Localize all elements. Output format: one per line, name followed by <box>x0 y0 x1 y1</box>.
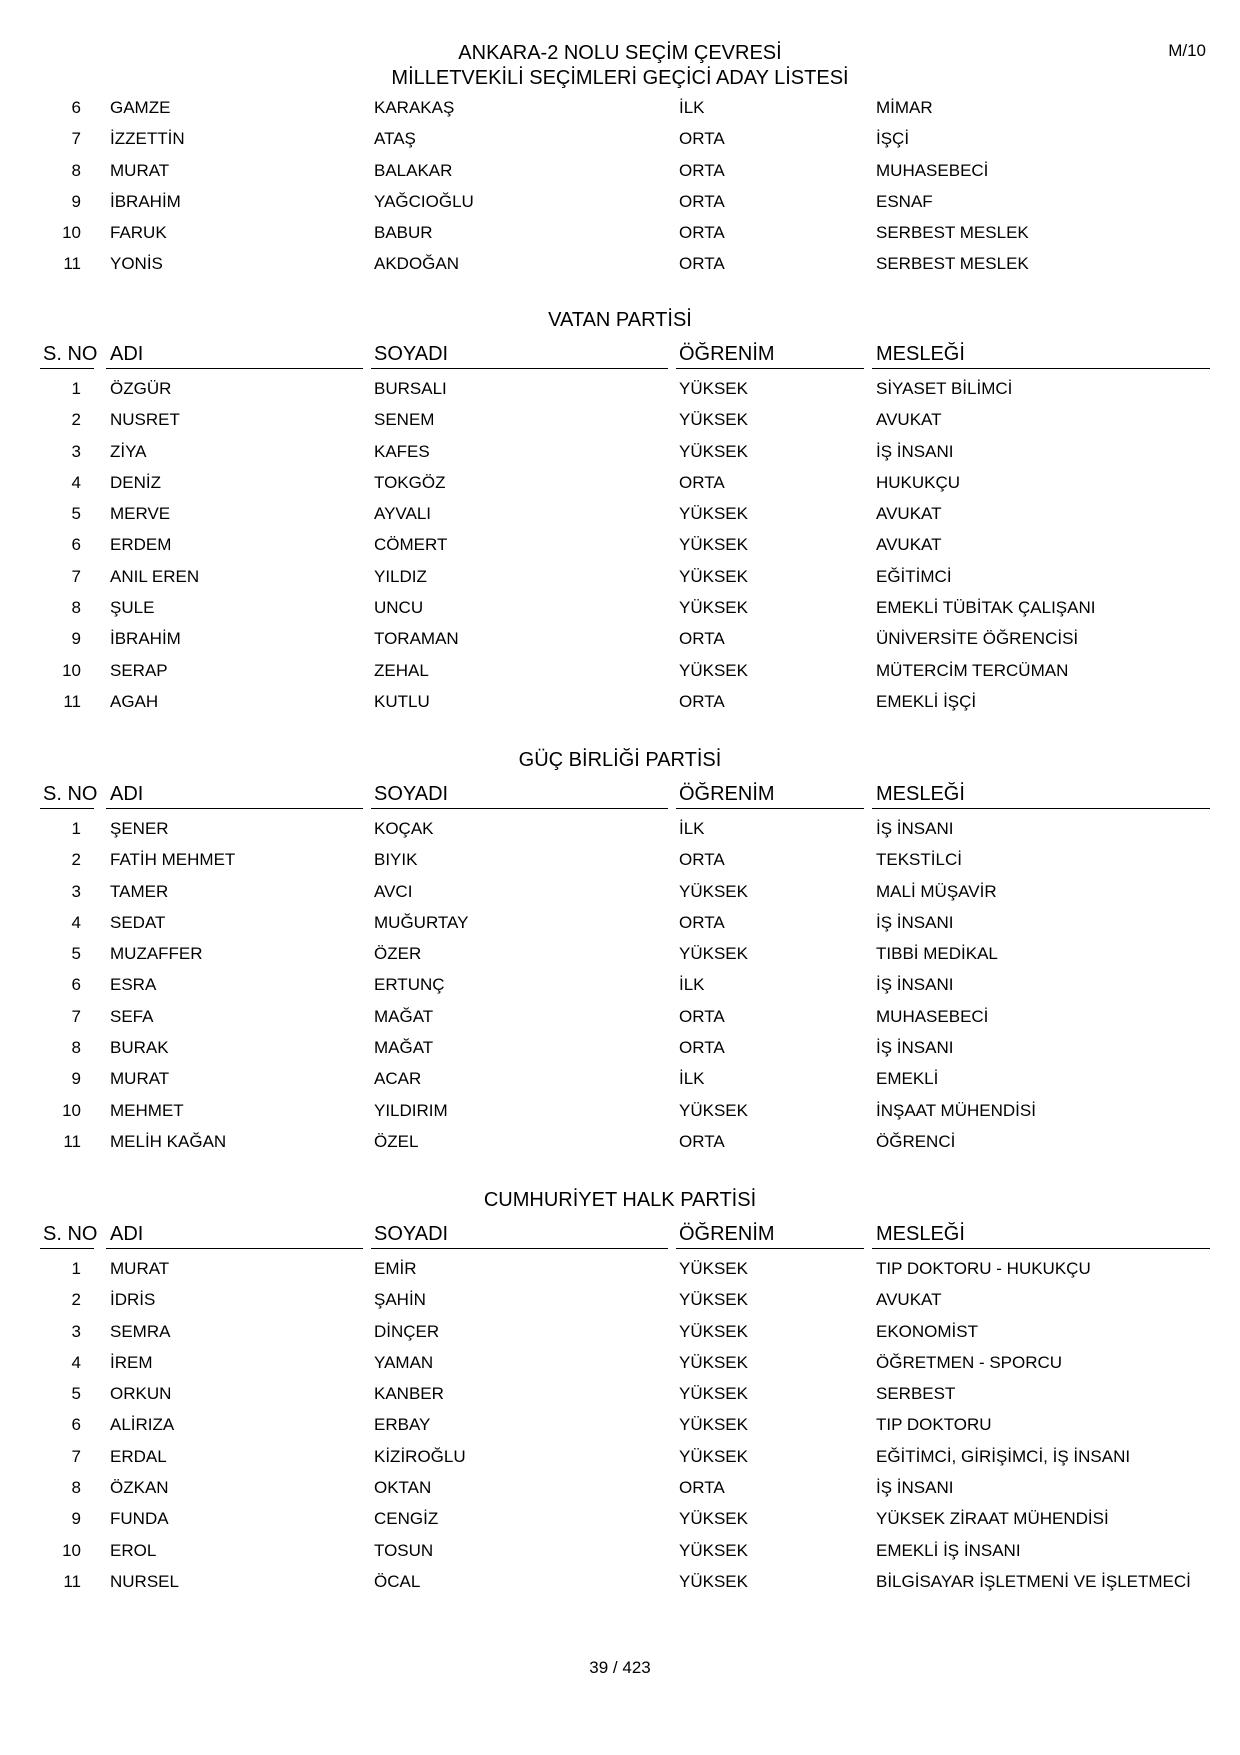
cell-education: ORTA <box>679 629 725 649</box>
cell-last-name: YAMAN <box>374 1352 434 1372</box>
cell-education: YÜKSEK <box>679 1321 748 1341</box>
table-row <box>40 1063 1210 1094</box>
cell-profession: İNŞAAT MÜHENDİSİ <box>876 1100 1036 1120</box>
table-row <box>40 1284 1210 1315</box>
cell-first-name: EROL <box>110 1540 157 1560</box>
cell-first-name: İREM <box>110 1352 153 1372</box>
table-row <box>40 436 1210 467</box>
header-job: MESLEĞİ <box>876 343 965 365</box>
cell-number: 7 <box>71 566 81 586</box>
cell-first-name: FATİH MEHMET <box>110 850 236 870</box>
cell-profession: AVUKAT <box>876 410 942 430</box>
cell-number: 10 <box>62 1540 81 1560</box>
table-row <box>40 123 1210 154</box>
cell-number: 6 <box>71 98 81 117</box>
cell-first-name: ŞULE <box>110 598 155 618</box>
cell-education: YÜKSEK <box>679 660 748 680</box>
table-row <box>40 373 1210 404</box>
cell-education: YÜKSEK <box>679 535 748 555</box>
cell-last-name: ZEHAL <box>374 660 429 680</box>
cell-first-name: FUNDA <box>110 1509 169 1529</box>
table-row <box>40 1126 1210 1157</box>
table-row <box>40 907 1210 938</box>
cell-education: İLK <box>679 98 705 117</box>
cell-education: YÜKSEK <box>679 1446 748 1466</box>
cell-profession: MALİ MÜŞAVİR <box>876 881 997 901</box>
cell-education: YÜKSEK <box>679 1259 748 1278</box>
cell-profession: HUKUKÇU <box>876 472 961 492</box>
header-edu: ÖĞRENİM <box>679 783 775 805</box>
table-row <box>40 1032 1210 1063</box>
table-row <box>40 592 1210 623</box>
cell-first-name: MUZAFFER <box>110 944 203 964</box>
header-edu: ÖĞRENİM <box>679 343 775 365</box>
header-rule <box>676 368 864 369</box>
cell-first-name: SEFA <box>110 1006 154 1026</box>
cell-last-name: ÖZEL <box>374 1131 419 1151</box>
party-title-vatan: VATAN PARTİSİ <box>548 309 692 331</box>
header-rule <box>40 1248 94 1249</box>
table-row <box>40 186 1210 217</box>
table-row <box>40 1441 1210 1472</box>
cell-number: 4 <box>71 912 81 932</box>
cell-education: YÜKSEK <box>679 566 748 586</box>
cell-number: 3 <box>71 881 81 901</box>
header-rule <box>371 368 668 369</box>
header-last: SOYADI <box>374 343 449 365</box>
party-table-vatan <box>40 373 1210 717</box>
table-row <box>40 1409 1210 1440</box>
cell-education: İLK <box>679 1069 705 1089</box>
cell-education: YÜKSEK <box>679 441 748 461</box>
cell-education: ORTA <box>679 1131 725 1151</box>
cell-profession: EĞİTİMCİ, GİRİŞİMCİ, İŞ İNSANI <box>876 1446 1131 1466</box>
cell-last-name: TOKGÖZ <box>374 472 446 492</box>
cell-profession: EMEKLİ İŞÇİ <box>876 691 977 711</box>
document-title-line2: MİLLETVEKİLİ SEÇİMLERİ GEÇİCİ ADAY LİSTESİ <box>391 67 849 89</box>
cell-first-name: DENİZ <box>110 472 161 492</box>
party-table-chp <box>40 1253 1210 1597</box>
header-job: MESLEĞİ <box>876 1223 965 1245</box>
cell-last-name: UNCU <box>374 598 424 618</box>
cell-education: ORTA <box>679 850 725 870</box>
cell-education: YÜKSEK <box>679 1509 748 1529</box>
cell-education: YÜKSEK <box>679 1540 748 1560</box>
cell-education: İLK <box>679 975 705 995</box>
cell-last-name: EMİR <box>374 1259 417 1278</box>
cell-last-name: ERTUNÇ <box>374 975 445 995</box>
cell-education: YÜKSEK <box>679 379 748 398</box>
cell-number: 7 <box>71 1006 81 1026</box>
cell-profession: MİMAR <box>876 98 933 117</box>
cell-last-name: KUTLU <box>374 691 430 711</box>
cell-first-name: ŞENER <box>110 819 169 838</box>
cell-last-name: TORAMAN <box>374 629 459 649</box>
cell-first-name: FARUK <box>110 223 167 243</box>
cell-profession: AVUKAT <box>876 1290 942 1310</box>
cell-number: 6 <box>71 1415 81 1435</box>
cell-first-name: İZZETTİN <box>110 129 185 149</box>
cell-last-name: KOÇAK <box>374 819 434 838</box>
cell-profession: İŞ İNSANI <box>876 975 954 995</box>
cell-number: 9 <box>71 629 81 649</box>
header-edu: ÖĞRENİM <box>679 1223 775 1245</box>
cell-education: İLK <box>679 819 705 838</box>
header-no: S. NO <box>43 1223 98 1245</box>
cell-last-name: CÖMERT <box>374 535 448 555</box>
cell-last-name: YILDIZ <box>374 566 427 586</box>
header-rule <box>872 368 1210 369</box>
cell-education: YÜKSEK <box>679 410 748 430</box>
cell-education: ORTA <box>679 691 725 711</box>
cell-profession: İŞ İNSANI <box>876 912 954 932</box>
table-row <box>40 1095 1210 1126</box>
cell-last-name: BURSALI <box>374 379 447 398</box>
cell-last-name: ÖZER <box>374 944 422 964</box>
header-first: ADI <box>110 783 144 805</box>
header-rule <box>676 808 864 809</box>
table-row <box>40 844 1210 875</box>
cell-first-name: ERDEM <box>110 535 172 555</box>
table-row <box>40 1472 1210 1503</box>
cell-education: ORTA <box>679 912 725 932</box>
cell-number: 2 <box>71 1290 81 1310</box>
cell-last-name: KARAKAŞ <box>374 98 455 117</box>
table-row <box>40 686 1210 717</box>
header-rule <box>676 1248 864 1249</box>
table-row <box>40 623 1210 654</box>
table-row <box>40 1535 1210 1566</box>
cell-number: 4 <box>71 1352 81 1372</box>
table-row <box>40 813 1210 844</box>
cell-profession: AVUKAT <box>876 535 942 555</box>
cell-first-name: SEDAT <box>110 912 166 932</box>
cell-profession: SERBEST MESLEK <box>876 254 1029 274</box>
cell-profession: SİYASET BİLİMCİ <box>876 379 1013 398</box>
cell-number: 10 <box>62 660 81 680</box>
cell-profession: MÜTERCİM TERCÜMAN <box>876 660 1069 680</box>
cell-profession: EMEKLİ TÜBİTAK ÇALIŞANI <box>876 598 1096 618</box>
header-rule <box>872 1248 1210 1249</box>
header-first: ADI <box>110 343 144 365</box>
cell-number: 8 <box>71 1478 81 1498</box>
cell-first-name: MERVE <box>110 504 171 524</box>
cell-first-name: SERAP <box>110 660 168 680</box>
cell-last-name: AYVALI <box>374 504 432 524</box>
cell-profession: ÜNİVERSİTE ÖĞRENCİSİ <box>876 629 1079 649</box>
cell-profession: TIP DOKTORU - HUKUKÇU <box>876 1259 1091 1278</box>
cell-education: YÜKSEK <box>679 504 748 524</box>
cell-number: 11 <box>63 691 81 711</box>
table-header <box>40 1221 1210 1249</box>
cell-first-name: ORKUN <box>110 1384 172 1404</box>
cell-last-name: ÖCAL <box>374 1571 421 1591</box>
cell-number: 11 <box>63 1571 81 1591</box>
page-current: 39 <box>589 1658 609 1677</box>
cell-profession: İŞ İNSANI <box>876 1038 954 1058</box>
cell-education: ORTA <box>679 191 725 211</box>
cell-number: 5 <box>71 504 81 524</box>
cell-education: YÜKSEK <box>679 881 748 901</box>
header-job: MESLEĞİ <box>876 783 965 805</box>
cell-profession: İŞ İNSANI <box>876 1478 954 1498</box>
cell-first-name: İBRAHİM <box>110 629 181 649</box>
cell-profession: SERBEST <box>876 1384 956 1404</box>
cell-number: 11 <box>63 254 81 274</box>
cell-number: 6 <box>71 975 81 995</box>
header-first: ADI <box>110 1223 144 1245</box>
page-total: 423 <box>622 1658 651 1677</box>
cell-first-name: BURAK <box>110 1038 169 1058</box>
cell-number: 9 <box>71 191 81 211</box>
cell-last-name: ŞAHİN <box>374 1290 426 1310</box>
cell-education: YÜKSEK <box>679 1571 748 1591</box>
table-row <box>40 938 1210 969</box>
cell-last-name: YILDIRIM <box>374 1100 448 1120</box>
cell-number: 3 <box>71 1321 81 1341</box>
cell-last-name: AKDOĞAN <box>374 254 460 274</box>
table-header <box>40 781 1210 809</box>
cell-first-name: SEMRA <box>110 1321 171 1341</box>
cell-first-name: AGAH <box>110 691 159 711</box>
cell-number: 9 <box>71 1069 81 1089</box>
cell-last-name: BALAKAR <box>374 160 453 180</box>
cell-education: YÜKSEK <box>679 598 748 618</box>
cell-number: 10 <box>62 223 81 243</box>
cell-first-name: ÖZKAN <box>110 1478 169 1498</box>
cell-number: 10 <box>62 1100 81 1120</box>
header-last: SOYADI <box>374 783 449 805</box>
cell-profession: TIBBİ MEDİKAL <box>876 944 998 964</box>
cell-first-name: NUSRET <box>110 410 180 430</box>
cell-education: ORTA <box>679 223 725 243</box>
cell-profession: ÖĞRETMEN - SPORCU <box>876 1352 1063 1372</box>
table-row <box>40 1253 1210 1284</box>
table-row <box>40 467 1210 498</box>
cell-profession: İŞ İNSANI <box>876 441 954 461</box>
cell-last-name: ACAR <box>374 1069 422 1089</box>
cell-last-name: KİZİROĞLU <box>374 1446 466 1466</box>
cell-number: 11 <box>63 1131 81 1151</box>
table-row <box>40 561 1210 592</box>
cell-number: 1 <box>71 819 81 838</box>
cell-last-name: BIYIK <box>374 850 418 870</box>
table-row <box>40 1347 1210 1378</box>
cell-last-name: CENGİZ <box>374 1509 439 1529</box>
header-last: SOYADI <box>374 1223 449 1245</box>
cell-first-name: İDRİS <box>110 1290 156 1310</box>
header-rule <box>106 1248 363 1249</box>
cell-education: ORTA <box>679 1006 725 1026</box>
cell-number: 5 <box>71 944 81 964</box>
party-title-guc-birligi: GÜÇ BİRLİĞİ PARTİSİ <box>518 749 722 771</box>
continued-rows <box>40 92 1210 280</box>
cell-number: 6 <box>71 535 81 555</box>
cell-number: 2 <box>71 410 81 430</box>
header-rule <box>106 368 363 369</box>
cell-profession: SERBEST MESLEK <box>876 223 1029 243</box>
table-header <box>40 341 1210 369</box>
header-no: S. NO <box>43 343 98 365</box>
cell-last-name: ATAŞ <box>374 129 416 149</box>
cell-number: 7 <box>71 129 81 149</box>
cell-first-name: MURAT <box>110 1069 170 1089</box>
cell-first-name: ZİYA <box>110 441 147 461</box>
table-row <box>40 217 1210 248</box>
party-title-chp: CUMHURİYET HALK PARTİSİ <box>483 1189 757 1211</box>
cell-education: YÜKSEK <box>679 1100 748 1120</box>
cell-last-name: BABUR <box>374 223 433 243</box>
cell-last-name: OKTAN <box>374 1478 432 1498</box>
table-row <box>40 969 1210 1000</box>
cell-first-name: MEHMET <box>110 1100 184 1120</box>
cell-first-name: MELİH KAĞAN <box>110 1131 227 1151</box>
cell-education: ORTA <box>679 129 725 149</box>
cell-last-name: KANBER <box>374 1384 444 1404</box>
cell-number: 8 <box>71 1038 81 1058</box>
cell-last-name: YAĞCIOĞLU <box>374 191 474 211</box>
cell-number: 3 <box>71 441 81 461</box>
cell-last-name: MUĞURTAY <box>374 912 469 932</box>
cell-profession: ESNAF <box>876 191 933 211</box>
cell-profession: TIP DOKTORU <box>876 1415 992 1435</box>
cell-education: ORTA <box>679 1478 725 1498</box>
cell-number: 1 <box>71 1259 81 1278</box>
document-title-line1: ANKARA-2 NOLU SEÇİM ÇEVRESİ <box>458 42 782 64</box>
cell-last-name: SENEM <box>374 410 435 430</box>
cell-number: 4 <box>71 472 81 492</box>
cell-profession: ÖĞRENCİ <box>876 1131 956 1151</box>
cell-profession: EMEKLİ <box>876 1069 939 1089</box>
cell-profession: TEKSTİLCİ <box>876 850 962 870</box>
cell-first-name: ERDAL <box>110 1446 167 1466</box>
cell-last-name: MAĞAT <box>374 1038 434 1058</box>
cell-first-name: YONİS <box>110 254 163 274</box>
cell-first-name: NURSEL <box>110 1571 179 1591</box>
cell-last-name: ERBAY <box>374 1415 431 1435</box>
table-row <box>40 1378 1210 1409</box>
table-row <box>40 404 1210 435</box>
cell-profession: EMEKLİ İŞ İNSANI <box>876 1540 1021 1560</box>
cell-first-name: TAMER <box>110 881 169 901</box>
cell-number: 8 <box>71 598 81 618</box>
table-row <box>40 1566 1210 1597</box>
cell-number: 9 <box>71 1509 81 1529</box>
cell-education: YÜKSEK <box>679 1290 748 1310</box>
cell-profession: YÜKSEK ZİRAAT MÜHENDİSİ <box>876 1509 1109 1529</box>
cell-last-name: AVCI <box>374 881 413 901</box>
cell-first-name: ALİRIZA <box>110 1415 175 1435</box>
cell-education: YÜKSEK <box>679 1415 748 1435</box>
cell-profession: İŞ İNSANI <box>876 819 954 838</box>
cell-education: YÜKSEK <box>679 1352 748 1372</box>
cell-first-name: GAMZE <box>110 98 171 117</box>
cell-number: 7 <box>71 1446 81 1466</box>
cell-first-name: ESRA <box>110 975 157 995</box>
cell-profession: MUHASEBECİ <box>876 160 989 180</box>
table-row <box>40 155 1210 186</box>
table-row <box>40 655 1210 686</box>
cell-education: ORTA <box>679 1038 725 1058</box>
table-row <box>40 1503 1210 1534</box>
table-row <box>40 248 1210 279</box>
cell-education: ORTA <box>679 472 725 492</box>
table-row <box>40 529 1210 560</box>
header-rule <box>371 808 668 809</box>
cell-education: YÜKSEK <box>679 944 748 964</box>
table-row <box>40 1001 1210 1032</box>
cell-first-name: İBRAHİM <box>110 191 181 211</box>
header-rule <box>371 1248 668 1249</box>
cell-profession: EKONOMİST <box>876 1321 979 1341</box>
cell-number: 1 <box>71 379 81 398</box>
cell-education: ORTA <box>679 254 725 274</box>
cell-first-name: ANIL EREN <box>110 566 200 586</box>
header-rule <box>106 808 363 809</box>
cell-first-name: ÖZGÜR <box>110 379 172 398</box>
header-rule <box>40 368 94 369</box>
cell-profession: EĞİTİMCİ <box>876 566 952 586</box>
cell-profession: İŞÇİ <box>876 129 910 149</box>
cell-education: ORTA <box>679 160 725 180</box>
table-row <box>40 498 1210 529</box>
header-no: S. NO <box>43 783 98 805</box>
cell-last-name: MAĞAT <box>374 1006 434 1026</box>
header-rule <box>40 808 94 809</box>
cell-education: YÜKSEK <box>679 1384 748 1404</box>
cell-first-name: MURAT <box>110 1259 170 1278</box>
cell-last-name: TOSUN <box>374 1540 434 1560</box>
table-row <box>40 876 1210 907</box>
table-row <box>40 92 1210 123</box>
cell-profession: BİLGİSAYAR İŞLETMENİ VE İŞLETMECİ <box>876 1571 1191 1591</box>
cell-last-name: KAFES <box>374 441 430 461</box>
table-row <box>40 1316 1210 1347</box>
cell-profession: MUHASEBECİ <box>876 1006 989 1026</box>
cell-number: 8 <box>71 160 81 180</box>
cell-number: 2 <box>71 850 81 870</box>
cell-last-name: DİNÇER <box>374 1321 440 1341</box>
page-number: 39 / 423 <box>589 1658 651 1677</box>
party-table-guc-birligi <box>40 813 1210 1157</box>
header-rule <box>872 808 1210 809</box>
cell-number: 5 <box>71 1384 81 1404</box>
page-code: M/10 <box>1168 41 1206 60</box>
cell-profession: AVUKAT <box>876 504 942 524</box>
cell-first-name: MURAT <box>110 160 170 180</box>
